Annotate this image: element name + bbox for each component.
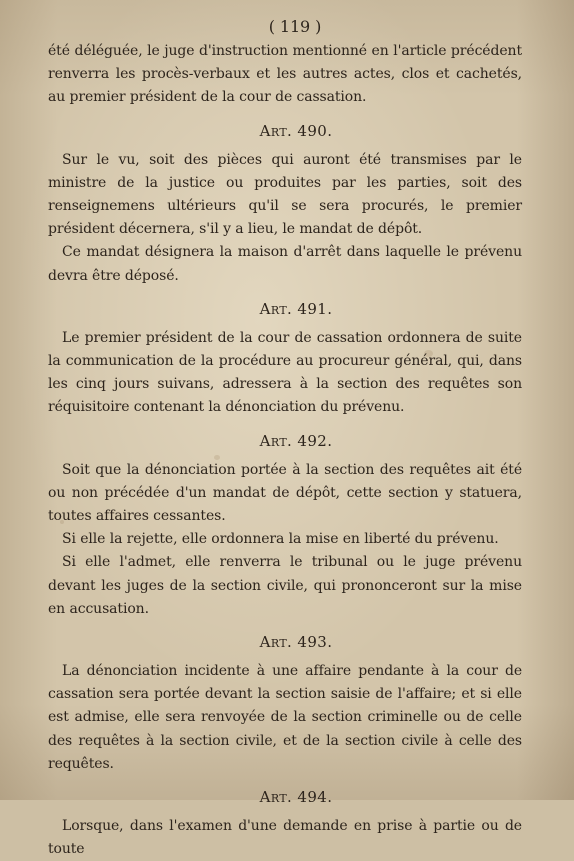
article-490 (48, 122, 522, 288)
article-heading: Art. 492. (259, 431, 333, 450)
article-493 (48, 633, 522, 776)
article-494 (48, 788, 522, 861)
article-heading: Art. 493. (259, 633, 333, 652)
article-paragraph: Si elle la rejette, elle ordonnera la mise en liberté du prévenu. (62, 531, 499, 548)
page-number: ( 119 ) (268, 17, 322, 36)
article-heading: Art. 494. (259, 788, 333, 807)
article-paragraph: Ce mandat désignera la maison d'arrêt dans laquelle le prévenu devra être déposé. (48, 244, 522, 284)
page-text (48, 14, 522, 861)
article-paragraph: Soit que la dénonciation portée à la section des requêtes ait été ou non précédée d'un mandat de dépôt, cette section y statuera, toutes affaires cessantes. (48, 461, 522, 525)
article-491 (48, 300, 522, 420)
article-paragraph: Si elle l'admet, elle renverra le tribunal ou le juge prévenu devant les juges de la section civile, qui prononceront sur la mise en accusation. (48, 554, 522, 617)
article-heading: Art. 490. (259, 121, 333, 140)
intro-paragraph: été déléguée, le juge d'instruction mentionné en l'article précédent renverra les procès-verbaux et les autres actes, clos et cachetés, au premier président de la cour de cassation. (48, 43, 522, 106)
article-paragraph: Le premier président de la cour de cassation ordonnera de suite la communication de la procédure au procureur général, qui, dans les cinq jours suivans, adressera à la section des requêtes son réquisitoire contenant la dénonciation du prévenu. (48, 329, 522, 416)
article-paragraph: La dénonciation incidente à une affaire pendante à la cour de cassation sera portée devant la section saisie de l'affaire; et si elle est admise, elle sera renvoyée de la section criminelle ou de celle des requêtes à la section civile, et de la section civile à celle des requêtes. (48, 663, 522, 772)
article-heading: Art. 491. (259, 299, 333, 318)
article-paragraph: Lorsque, dans l'examen d'une demande en prise à partie ou de toute (48, 818, 522, 858)
article-492 (48, 432, 522, 621)
article-paragraph: Sur le vu, soit des pièces qui auront été transmises par le ministre de la justice ou produites par les parties, soit des renseignemens ultérieurs qu'il se sera procurés, le premier président décernera, s'il y a lieu, le mandat de dépôt. (48, 151, 522, 238)
